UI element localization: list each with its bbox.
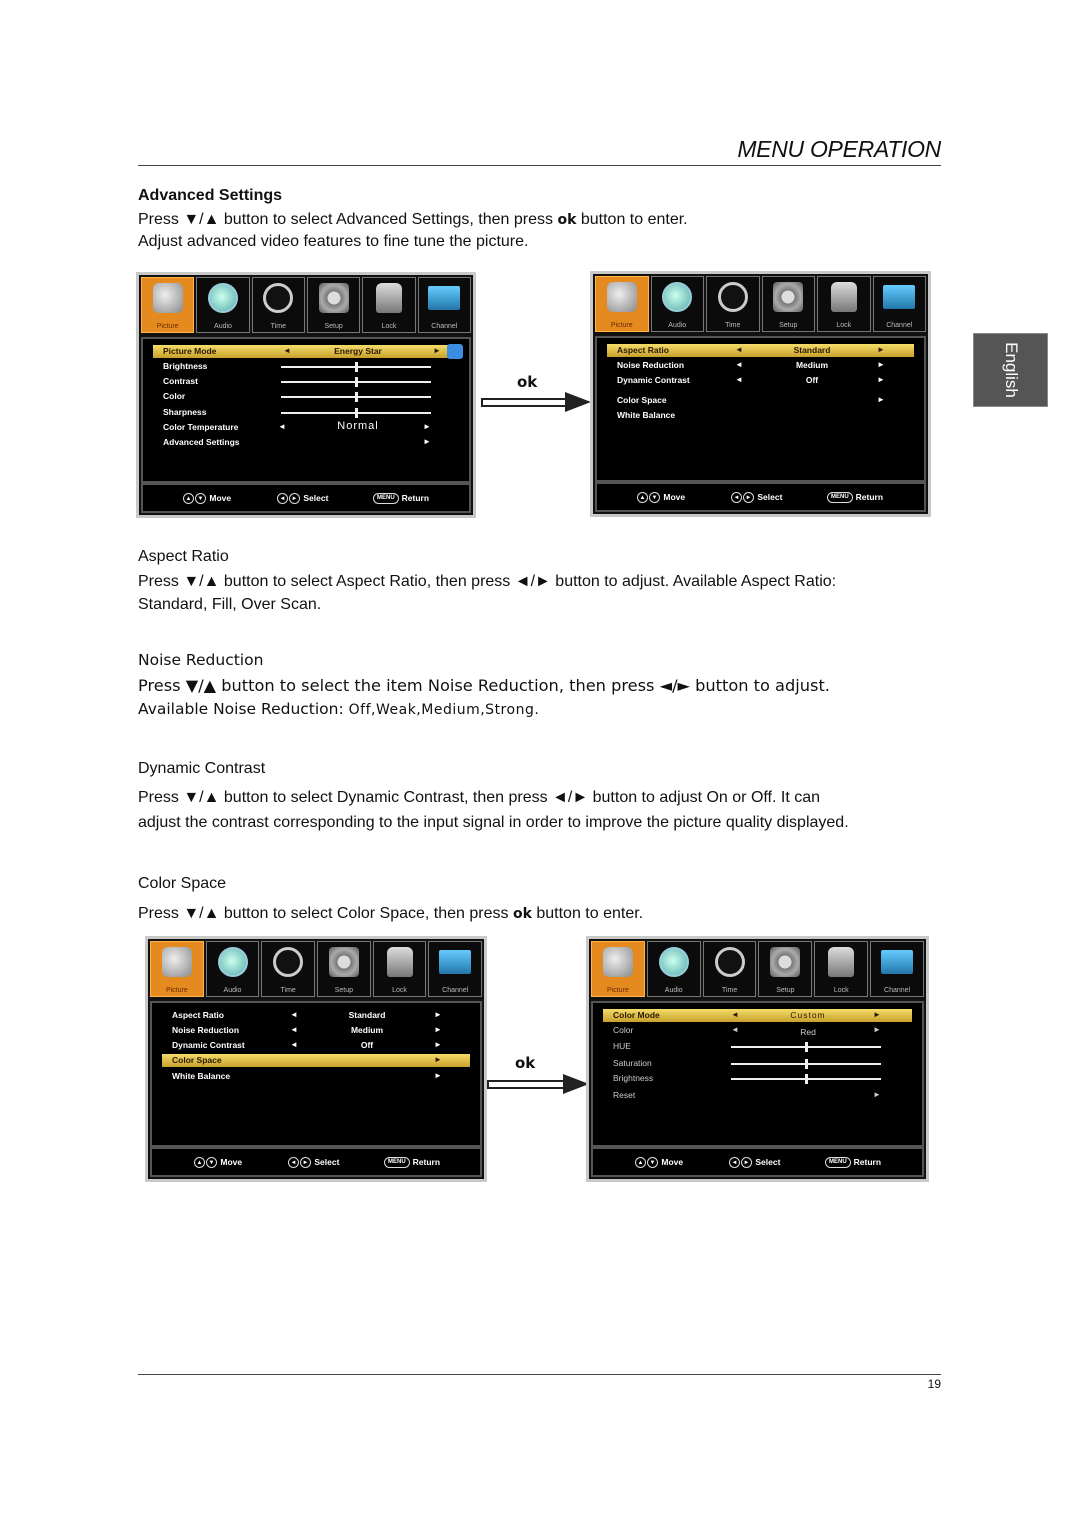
picture-tab [141, 277, 194, 333]
audio-tab [651, 276, 705, 332]
arrow-shaft [487, 1080, 565, 1089]
menu-item-color-temperature [153, 421, 459, 434]
clock-icon [263, 283, 293, 313]
menu-key-icon: MENU [373, 493, 399, 504]
menu-panel [141, 337, 471, 483]
tab-label: Lock [392, 987, 407, 994]
item-label: Noise Reduction [617, 360, 685, 370]
menu-key-icon: MENU [825, 1157, 851, 1168]
music-note-icon [208, 283, 238, 313]
right-key-icon: ► [743, 492, 754, 503]
page-number: 19 [927, 1377, 941, 1391]
hint-label: Select [303, 493, 329, 503]
gear-icon [773, 282, 803, 312]
ok-arrow [481, 373, 591, 412]
item-label: Sharpness [163, 407, 207, 417]
return-hint [827, 492, 883, 503]
left-arrow-icon: ◄ [731, 1010, 739, 1019]
aspect-ratio-text-1: Press ▼/▲ button to select Aspect Ratio, then press ◄/► button to adjust. Available Aspect Ratio: [138, 573, 837, 590]
tab-label: Setup [779, 322, 798, 329]
tab-label: Channel [442, 987, 469, 994]
item-value: Off [360, 1040, 374, 1050]
item-label: Brightness [613, 1073, 654, 1083]
picture-tab [150, 941, 204, 997]
clock-icon [718, 282, 748, 312]
item-label: HUE [613, 1041, 631, 1051]
tab-label: Channel [431, 323, 458, 330]
select-hint [277, 493, 328, 504]
up-key-icon: ▲ [637, 492, 648, 503]
item-value: Off [805, 375, 819, 385]
item-label: Contrast [163, 376, 198, 386]
up-key-icon: ▲ [183, 493, 194, 504]
arrow-shaft [481, 398, 567, 407]
tab-label: Audio [668, 322, 687, 329]
right-arrow-icon: ► [877, 375, 885, 384]
gear-icon [319, 283, 349, 313]
move-hint [194, 1157, 242, 1168]
left-arrow-icon: ◄ [290, 1040, 298, 1049]
menu-panel [150, 1001, 482, 1147]
menu-panel [591, 1001, 924, 1147]
item-value: Custom [790, 1010, 826, 1020]
tab-label: Time [725, 322, 741, 329]
audio-tab [647, 941, 701, 997]
color-space-title: Color Space [138, 875, 227, 892]
right-arrow-icon: ► [434, 1055, 442, 1064]
left-arrow-icon: ◄ [290, 1010, 298, 1019]
item-value: Energy Star [334, 346, 382, 356]
move-hint [183, 493, 231, 504]
level-knob [355, 362, 358, 372]
channel-tab [873, 276, 927, 332]
lock-tab [814, 941, 868, 997]
item-label: Brightness [163, 361, 208, 371]
tab-label: Setup [334, 987, 353, 994]
text-span: Press ▼/▲ button to select Advanced Settings, then press [138, 211, 554, 228]
menu-item-color [153, 390, 459, 403]
right-arrow-icon: ► [434, 1025, 442, 1034]
item-label: Color Space [172, 1055, 222, 1065]
right-arrow-icon: ► [873, 1025, 881, 1034]
menu-item-picture-mode [153, 345, 459, 358]
menu-item-dynamic-contrast [162, 1039, 470, 1052]
left-key-icon: ◄ [288, 1157, 299, 1168]
energy-star-icon [447, 344, 463, 359]
menu-item-noise-reduction [162, 1024, 470, 1037]
picture-tab [595, 276, 649, 332]
lock-tab [362, 277, 415, 333]
monitor-icon [881, 950, 913, 974]
hint-label: Return [853, 1157, 882, 1167]
menu-item-saturation [603, 1057, 912, 1070]
up-key-icon: ▲ [635, 1157, 646, 1168]
menu-item-color [603, 1024, 912, 1037]
item-label: Picture Mode [163, 346, 217, 356]
menu-key-icon: MENU [827, 492, 853, 503]
item-label: Dynamic Contrast [617, 375, 690, 385]
menu-item-aspect-ratio [162, 1009, 470, 1022]
camera-icon [607, 282, 637, 312]
right-arrow-icon: ► [877, 395, 885, 404]
left-key-icon: ◄ [729, 1157, 740, 1168]
menu-item-advanced-settings [153, 436, 459, 449]
item-label: Reset [613, 1090, 636, 1100]
noise-reduction-title: Noise Reduction [138, 651, 264, 669]
item-label: Color Space [617, 395, 667, 405]
left-key-icon: ◄ [277, 493, 288, 504]
clock-icon [715, 947, 745, 977]
hint-label: Move [220, 1157, 243, 1167]
lock-tab [373, 941, 427, 997]
tab-label: Picture [610, 322, 633, 329]
setup-tab [762, 276, 816, 332]
menu-item-sharpness [153, 406, 459, 419]
item-value: Medium [795, 360, 829, 370]
menu-icon-row [591, 941, 924, 997]
item-value: Normal [337, 420, 379, 432]
item-value: Standard [793, 345, 831, 355]
menu-item-white-balance [162, 1070, 470, 1083]
gear-icon [329, 947, 359, 977]
channel-tab [428, 941, 482, 997]
hint-label: Return [401, 493, 430, 503]
right-arrow-icon: ► [423, 437, 431, 446]
monitor-icon [883, 285, 915, 309]
level-knob [805, 1042, 808, 1052]
right-arrow-icon: ► [433, 346, 441, 355]
menu-item-aspect-ratio [607, 344, 914, 357]
level-knob [355, 392, 358, 402]
tab-label: Lock [381, 323, 397, 330]
move-hint [635, 1157, 683, 1168]
left-arrow-icon: ◄ [278, 422, 286, 431]
hint-label: Move [209, 493, 232, 503]
time-tab [252, 277, 305, 333]
menu-icon-row [150, 941, 482, 997]
key-hint-bar [591, 1147, 924, 1177]
text-span: Off,Weak,Medium,Strong. [348, 702, 540, 718]
tab-label: Picture [156, 323, 179, 330]
right-arrow-icon: ► [434, 1040, 442, 1049]
setup-tab [307, 277, 360, 333]
tab-label: Lock [836, 322, 852, 329]
screen-advanced-menu-color-space [145, 936, 487, 1182]
tab-label: Audio [664, 987, 683, 994]
ok-label: ok [515, 1054, 536, 1072]
music-note-icon [662, 282, 692, 312]
item-value: Medium [350, 1025, 384, 1035]
item-label: Color Temperature [163, 422, 239, 432]
tab-label: Audio [214, 323, 232, 330]
color-space-text-1 [138, 902, 643, 926]
menu-item-brightness [603, 1072, 912, 1085]
setup-tab [758, 941, 812, 997]
text-span: button to enter. [580, 211, 688, 228]
key-hint-bar [141, 483, 471, 513]
music-note-icon [659, 947, 689, 977]
camera-icon [153, 283, 183, 313]
level-knob [805, 1059, 808, 1069]
setup-tab [317, 941, 371, 997]
monitor-icon [439, 950, 471, 974]
key-hint-bar [595, 482, 926, 512]
menu-item-reset [603, 1089, 912, 1102]
audio-tab [206, 941, 260, 997]
text-span: button to enter. [536, 905, 644, 922]
hint-label: Return [855, 492, 884, 502]
screen-picture-menu [136, 272, 476, 518]
lock-tab [817, 276, 871, 332]
left-arrow-icon: ◄ [283, 346, 291, 355]
advanced-settings-title: Advanced Settings [138, 187, 283, 204]
level-knob [805, 1074, 808, 1084]
right-arrow-icon: ► [873, 1090, 881, 1099]
tab-label: Audio [223, 987, 242, 994]
advanced-settings-text-2: Adjust advanced video features to fine tune the picture. [138, 233, 529, 250]
language-tab [973, 333, 1048, 407]
hint-label: Move [663, 492, 686, 502]
left-arrow-icon: ◄ [735, 360, 743, 369]
hint-label: Select [757, 492, 783, 502]
audio-tab [196, 277, 249, 333]
language-tab-label: English [1001, 342, 1021, 398]
dynamic-contrast-text-1: Press ▼/▲ button to select Dynamic Contrast, then press ◄/► button to adjust On or Off. It can [138, 789, 821, 806]
key-hint-bar [150, 1147, 482, 1177]
arrow-head-icon [565, 392, 591, 412]
screen-advanced-menu [590, 271, 931, 517]
menu-item-hue [603, 1040, 912, 1053]
left-key-icon: ◄ [731, 492, 742, 503]
noise-reduction-text-1: Press ▼/▲ button to select the item Noise Reduction, then press ◄/► button to adjust. [138, 676, 830, 695]
right-key-icon: ► [289, 493, 300, 504]
hint-label: Select [755, 1157, 781, 1167]
down-key-icon: ▼ [195, 493, 206, 504]
right-arrow-icon: ► [877, 360, 885, 369]
aspect-ratio-title: Aspect Ratio [138, 548, 229, 565]
tab-label: Channel [886, 322, 913, 329]
item-label: Advanced Settings [163, 437, 240, 447]
item-value: Standard [348, 1010, 386, 1020]
item-label: Color [163, 391, 186, 401]
channel-tab [418, 277, 471, 333]
header-rule [138, 165, 941, 166]
menu-item-dynamic-contrast [607, 374, 914, 387]
lock-icon [828, 947, 854, 977]
menu-item-brightness [153, 360, 459, 373]
gear-icon [770, 947, 800, 977]
hint-label: Move [661, 1157, 684, 1167]
up-key-icon: ▲ [194, 1157, 205, 1168]
music-note-icon [218, 947, 248, 977]
ok-key-label: ok [512, 906, 532, 922]
menu-item-color-space [607, 394, 914, 407]
tab-label: Lock [833, 987, 849, 994]
menu-item-color-space [162, 1054, 470, 1067]
lock-icon [376, 283, 402, 313]
select-hint [731, 492, 782, 503]
channel-tab [870, 941, 924, 997]
down-key-icon: ▼ [206, 1157, 217, 1168]
down-key-icon: ▼ [647, 1157, 658, 1168]
advanced-settings-text-1 [138, 208, 688, 232]
tab-label: Channel [884, 987, 911, 994]
right-key-icon: ► [741, 1157, 752, 1168]
menu-icon-row [141, 277, 471, 333]
noise-reduction-text-2 [138, 698, 539, 722]
menu-item-noise-reduction [607, 359, 914, 372]
item-label: White Balance [172, 1071, 231, 1081]
menu-item-contrast [153, 375, 459, 388]
tab-label: Time [270, 323, 286, 330]
right-key-icon: ► [300, 1157, 311, 1168]
time-tab [261, 941, 315, 997]
level-knob [355, 377, 358, 387]
left-arrow-icon: ◄ [290, 1025, 298, 1034]
lock-icon [387, 947, 413, 977]
level-knob [355, 408, 358, 418]
time-tab [703, 941, 757, 997]
section-header: MENU OPERATION [737, 136, 941, 162]
tab-label: Picture [607, 987, 629, 994]
right-arrow-icon: ► [434, 1071, 442, 1080]
item-label: Color [613, 1025, 634, 1035]
left-arrow-icon: ◄ [735, 375, 743, 384]
down-key-icon: ▼ [649, 492, 660, 503]
menu-key-icon: MENU [384, 1157, 410, 1168]
left-arrow-icon: ◄ [731, 1025, 739, 1034]
left-arrow-icon: ◄ [735, 345, 743, 354]
right-arrow-icon: ► [423, 422, 431, 431]
camera-icon [162, 947, 192, 977]
return-hint [373, 493, 429, 504]
time-tab [706, 276, 760, 332]
hint-label: Return [412, 1157, 441, 1167]
menu-item-white-balance [607, 409, 914, 422]
right-arrow-icon: ► [434, 1010, 442, 1019]
dynamic-contrast-title: Dynamic Contrast [138, 760, 266, 777]
menu-icon-row [595, 276, 926, 332]
screen-color-space-menu [586, 936, 929, 1182]
aspect-ratio-text-2: Standard, Fill, Over Scan. [138, 596, 322, 613]
select-hint [288, 1157, 339, 1168]
ok-arrow [487, 1054, 589, 1094]
tab-label: Setup [776, 987, 795, 994]
item-label: Saturation [613, 1058, 652, 1068]
item-label: Noise Reduction [172, 1025, 240, 1035]
move-hint [637, 492, 685, 503]
item-label: White Balance [617, 410, 676, 420]
text-span: Press ▼/▲ button to select Color Space, then press [138, 905, 509, 922]
clock-icon [273, 947, 303, 977]
return-hint [825, 1157, 881, 1168]
item-label: Aspect Ratio [172, 1010, 224, 1020]
hint-label: Select [314, 1157, 340, 1167]
right-arrow-icon: ► [873, 1010, 881, 1019]
dynamic-contrast-text-2: adjust the contrast corresponding to the input signal in order to improve the picture quality displayed. [138, 814, 849, 831]
tab-label: Time [280, 987, 296, 994]
right-arrow-icon: ► [877, 345, 885, 354]
lock-icon [831, 282, 857, 312]
menu-panel [595, 336, 926, 482]
ok-key-label: ok [557, 212, 577, 228]
text-span: Available Noise Reduction: [138, 700, 344, 718]
tab-label: Setup [324, 323, 343, 330]
footer-rule [138, 1374, 941, 1375]
tab-label: Picture [165, 987, 188, 994]
item-label: Color Mode [613, 1010, 660, 1020]
monitor-icon [428, 286, 460, 310]
ok-label: ok [517, 373, 538, 391]
item-label: Aspect Ratio [617, 345, 669, 355]
menu-item-color-mode [603, 1009, 912, 1022]
picture-tab [591, 941, 645, 997]
item-label: Dynamic Contrast [172, 1040, 245, 1050]
select-hint [729, 1157, 780, 1168]
return-hint [384, 1157, 440, 1168]
tab-label: Time [721, 987, 738, 994]
item-value: Red [800, 1027, 816, 1037]
camera-icon [603, 947, 633, 977]
